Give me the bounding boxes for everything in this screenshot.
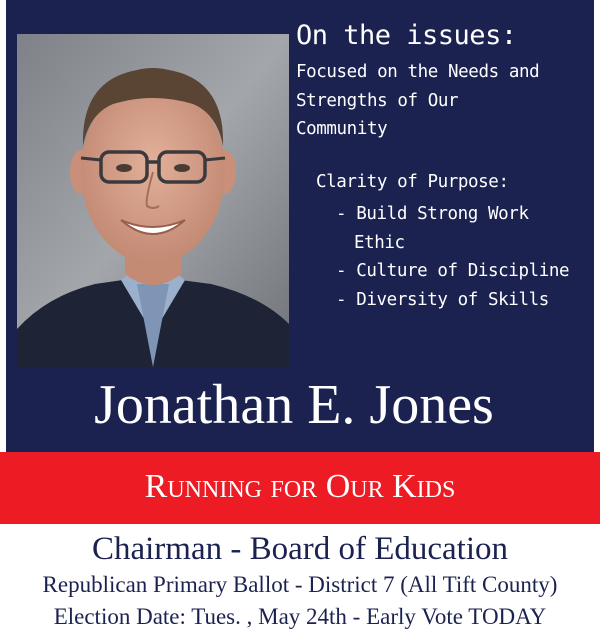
list-item: - Build Strong Work: [336, 204, 529, 224]
candidate-photo: [17, 34, 289, 367]
office-title: Chairman - Board of Education: [91, 531, 509, 567]
issues-subtitle: [296, 58, 596, 144]
issues-subtitle-line: Community: [296, 119, 388, 139]
election-info: Election Date: Tues. , May 24th - Early Vote TODAY: [53, 604, 547, 629]
issues-title: On the issues:: [296, 20, 517, 51]
slogan: Running for Our Kids: [144, 468, 456, 505]
list-item: Ethic: [354, 232, 405, 253]
issues-subtitle-line: Strengths of Our: [296, 90, 459, 111]
clarity-heading: Clarity of Purpose:: [316, 172, 509, 192]
candidate-name: Jonathan E. Jones: [94, 374, 494, 436]
list-item: - Diversity of Skills: [336, 289, 549, 310]
ballot-info: Republican Primary Ballot - District 7 (All Tift County): [42, 572, 558, 597]
list-item: - Culture of Discipline: [336, 261, 570, 281]
clarity-list: [336, 200, 569, 314]
issues-subtitle-line: Focused on the Needs and: [296, 62, 540, 82]
